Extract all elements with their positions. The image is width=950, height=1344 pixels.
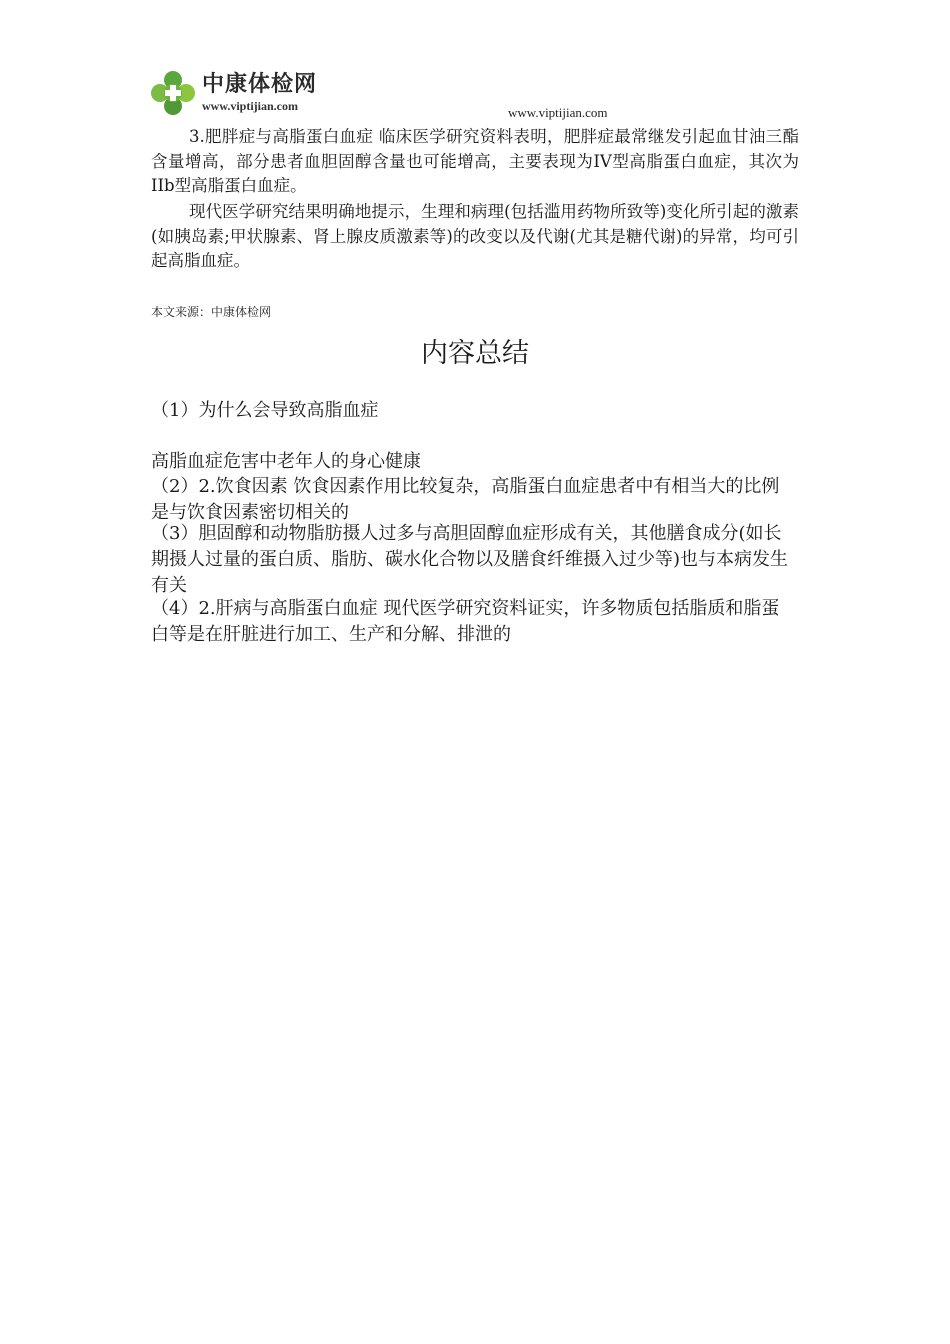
summary-item-4: （4）2.肝病与高脂蛋白血症 现代医学研究资料证实，许多物质包括脂质和脂蛋白等是在肝脏进行加工、生产和分解、排泄的 xyxy=(151,598,780,645)
article-source: 本文来源：中康体检网 xyxy=(151,305,272,319)
header-site-url[interactable]: www.viptijian.com xyxy=(508,105,608,120)
logo-url: www.viptijian.com xyxy=(202,99,298,113)
article-paragraph-2: 现代医学研究结果明确地提示，生理和病理(包括滥用药物所致等)变化所引起的激素(如胰岛素;甲状腺素、肾上腺皮质激素等)的改变以及代谢(尤其是糖代谢)的异常，均可引起高脂血症。 xyxy=(151,202,799,270)
article-paragraph-1: 3.肥胖症与高脂蛋白血症 临床医学研究资料表明，肥胖症最常继发引起血甘油三酯含量增高，部分患者血胆固醇含量也可能增高，主要表现为IV型高脂蛋白血症，其次为IIb型高脂蛋白血症。 xyxy=(151,127,799,195)
summary-lead: 高脂血症危害中老年人的身心健康 xyxy=(151,451,421,472)
summary-item-1: （1）为什么会导致高脂血症 xyxy=(151,400,379,421)
summary-item-2: （2）2.饮食因素 饮食因素作用比较复杂，高脂蛋白血症患者中有相当大的比例是与饮食因素密切相关的 xyxy=(151,476,780,523)
clover-cross-icon xyxy=(150,70,196,116)
summary-item-3: （3）胆固醇和动物脂肪摄人过多与高胆固醇血症形成有关，其他膳食成分(如长期摄人过量的蛋白质、脂肪、碳水化合物以及膳食纤维摄入过少等)也与本病发生有关 xyxy=(151,523,789,596)
site-logo[interactable] xyxy=(150,68,320,118)
logo-name: 中康体检网 xyxy=(202,72,318,97)
summary-title: 内容总结 xyxy=(421,338,529,369)
